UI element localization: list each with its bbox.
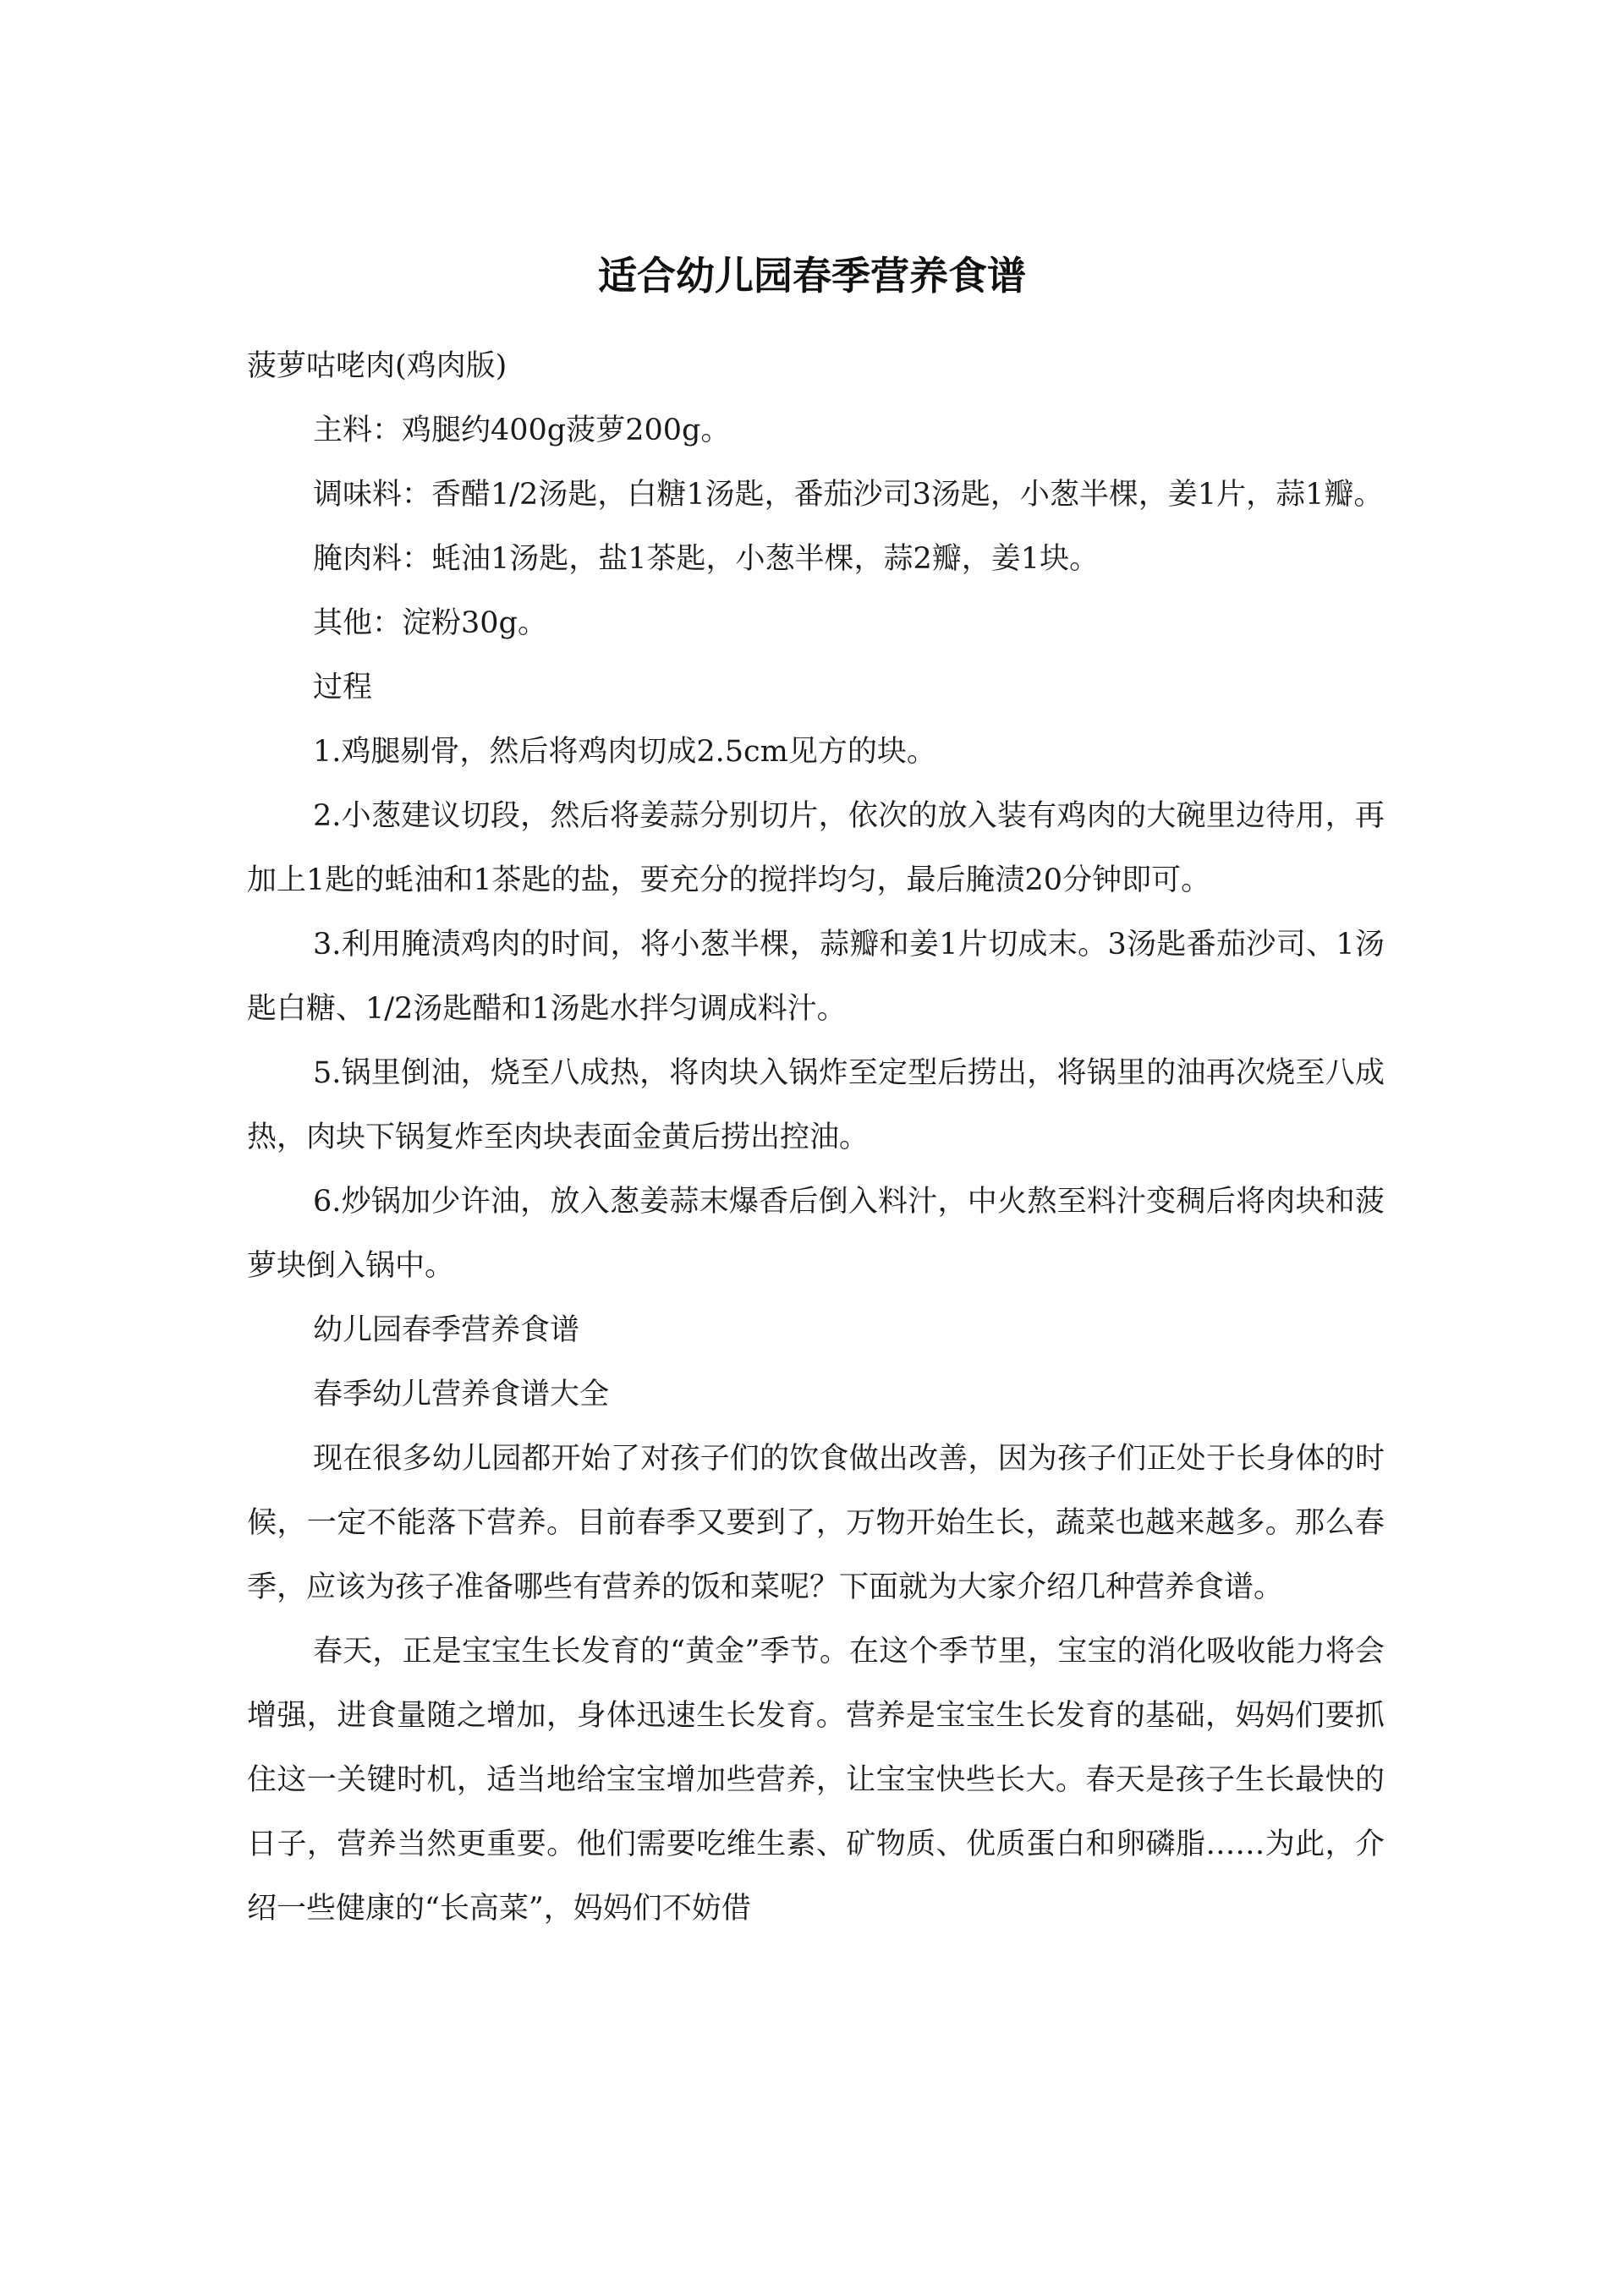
seasoning-ingredients: 调味料：香醋1/2汤匙，白糖1汤匙，番茄沙司3汤匙，小葱半棵，姜1片，蒜1瓣。 [313, 478, 1384, 512]
step-6: 6.炒锅加少许油，放入葱姜蒜末爆香后倒入料汁，中火熬至料汁变稠后将肉块和菠萝块倒入锅中。 [247, 1185, 1385, 1283]
step-3: 3.利用腌渍鸡肉的时间，将小葱半棵，蒜瓣和姜1片切成末。3汤匙番茄沙司、1汤匙白糖、1/2汤匙醋和1汤匙水拌匀调成料汁。 [247, 928, 1385, 1026]
document-title: 适合幼儿园春季营养食谱 [598, 253, 1026, 299]
step-5: 5.锅里倒油，烧至八成热，将肉块入锅炸至定型后捞出，将锅里的油再次烧至八成热，肉块下锅复炸至肉块表面金黄后捞出控油。 [247, 1056, 1385, 1154]
main-ingredients: 主料：鸡腿约400g菠萝200g。 [313, 414, 731, 447]
marinade-ingredients: 腌肉料：蚝油1汤匙，盐1茶匙，小葱半棵，蒜2瓣，姜1块。 [313, 542, 1100, 576]
recipe-name: 菠萝咕咾肉(鸡肉版) [247, 349, 508, 383]
step-2: 2.小葱建议切段，然后将姜蒜分别切片，依次的放入装有鸡肉的大碗里边待用，再加上1匙的蚝油和1茶匙的盐，要充分的搅拌均匀，最后腌渍20分钟即可。 [247, 799, 1385, 897]
intro-paragraph: 现在很多幼儿园都开始了对孩子们的饮食做出改善，因为孩子们正处于长身体的时候，一定不能落下营养。目前春季又要到了，万物开始生长，蔬菜也越来越多。那么春季，应该为孩子准备哪些有营养的饭和菜呢？下面就为大家介绍几种营养食谱。 [247, 1442, 1385, 1604]
step-1: 1.鸡腿剔骨，然后将鸡肉切成2.5cm见方的块。 [313, 735, 936, 769]
document-body [247, 334, 1385, 1941]
section-heading: 幼儿园春季营养食谱 [313, 1313, 580, 1347]
other-ingredients: 其他：淀粉30g。 [313, 606, 547, 640]
spring-paragraph: 春天，正是宝宝生长发育的“黄金”季节。在这个季节里，宝宝的消化吸收能力将会增强，进食量随之增加，身体迅速生长发育。营养是宝宝生长发育的基础，妈妈们要抓住这一关键时机，适当地给宝宝增加些营养，让宝宝快些长大。春天是孩子生长最快的日子，营养当然更重要。他们需要吃维生素、矿物质、优质蛋白和卵磷脂……为此，介绍一些健康的“长高菜”，妈妈们不妨借 [247, 1635, 1385, 1926]
subsection-heading: 春季幼儿营养食谱大全 [313, 1378, 610, 1411]
process-heading: 过程 [313, 671, 373, 704]
